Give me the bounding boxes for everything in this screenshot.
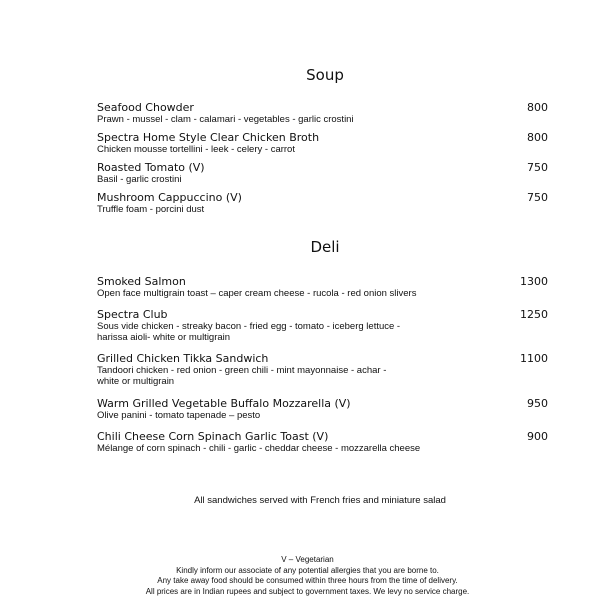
- menu-item-chicken-tikka-sandwich: [97, 352, 548, 387]
- item-price: 750: [527, 191, 548, 204]
- item-name: Roasted Tomato (V): [97, 161, 205, 174]
- sandwich-note: All sandwiches served with French fries and miniature salad: [194, 495, 446, 506]
- item-description: Mélange of corn spinach - chili - garlic - cheddar cheese - mozzarella cheese: [97, 443, 421, 454]
- item-description: Chicken mousse tortellini - leek - celery - carrot: [97, 144, 295, 155]
- item-description: Olive panini - tomato tapenade – pesto: [97, 410, 261, 421]
- item-name: Seafood Chowder: [97, 101, 194, 114]
- item-price: 950: [527, 397, 548, 410]
- item-name: Grilled Chicken Tikka Sandwich: [97, 352, 269, 365]
- allergy-notice: Kindly inform our associate of any potential allergies that you are borne to.: [176, 565, 439, 575]
- item-description: Open face multigrain toast – caper cream cheese - rucola - red onion slivers: [97, 288, 417, 299]
- item-description: Prawn - mussel - clam - calamari - vegetables - garlic crostini: [97, 114, 354, 125]
- item-description: Basil - garlic crostini: [97, 174, 182, 185]
- item-description: Truffle foam - porcini dust: [97, 204, 205, 215]
- menu-item-clear-chicken-broth: [97, 131, 548, 155]
- item-name: Smoked Salmon: [97, 275, 186, 288]
- vegetarian-legend: V – Vegetarian: [281, 555, 334, 564]
- footer: [0, 555, 600, 597]
- item-price: 800: [527, 101, 548, 114]
- menu-item-mushroom-cappuccino: [97, 191, 548, 215]
- item-price: 800: [527, 131, 548, 144]
- section-title-soup: Soup: [306, 66, 344, 84]
- item-description: Tandoori chicken - red onion - green chili - mint mayonnaise - achar - white or multigrain: [97, 365, 387, 387]
- menu-item-buffalo-mozzarella: [97, 397, 548, 421]
- pricing-notice: All prices are in Indian rupees and subject to government taxes. We levy no service charge.: [145, 586, 470, 596]
- takeaway-notice: Any take away food should be consumed within three hours from the time of delivery.: [157, 576, 458, 585]
- menu-item-smoked-salmon: [97, 275, 548, 299]
- item-price: 1300: [520, 275, 548, 288]
- menu-item-seafood-chowder: [97, 101, 548, 125]
- item-name: Warm Grilled Vegetable Buffalo Mozzarella (V): [97, 397, 351, 410]
- item-price: 1250: [520, 308, 548, 321]
- item-price: 750: [527, 161, 548, 174]
- menu-item-roasted-tomato: [97, 161, 548, 185]
- item-name: Spectra Club: [97, 308, 168, 321]
- section-title-deli: Deli: [310, 238, 340, 256]
- item-name: Mushroom Cappuccino (V): [97, 191, 242, 204]
- menu-item-garlic-toast: [97, 430, 548, 454]
- item-name: Chili Cheese Corn Spinach Garlic Toast (V): [97, 430, 329, 443]
- item-name: Spectra Home Style Clear Chicken Broth: [97, 131, 320, 144]
- menu-item-spectra-club: [97, 308, 548, 343]
- item-description: Sous vide chicken - streaky bacon - fried egg - tomato - iceberg lettuce - harissa aioli- white or multigrain: [97, 321, 401, 343]
- item-price: 1100: [520, 352, 548, 365]
- item-price: 900: [527, 430, 548, 443]
